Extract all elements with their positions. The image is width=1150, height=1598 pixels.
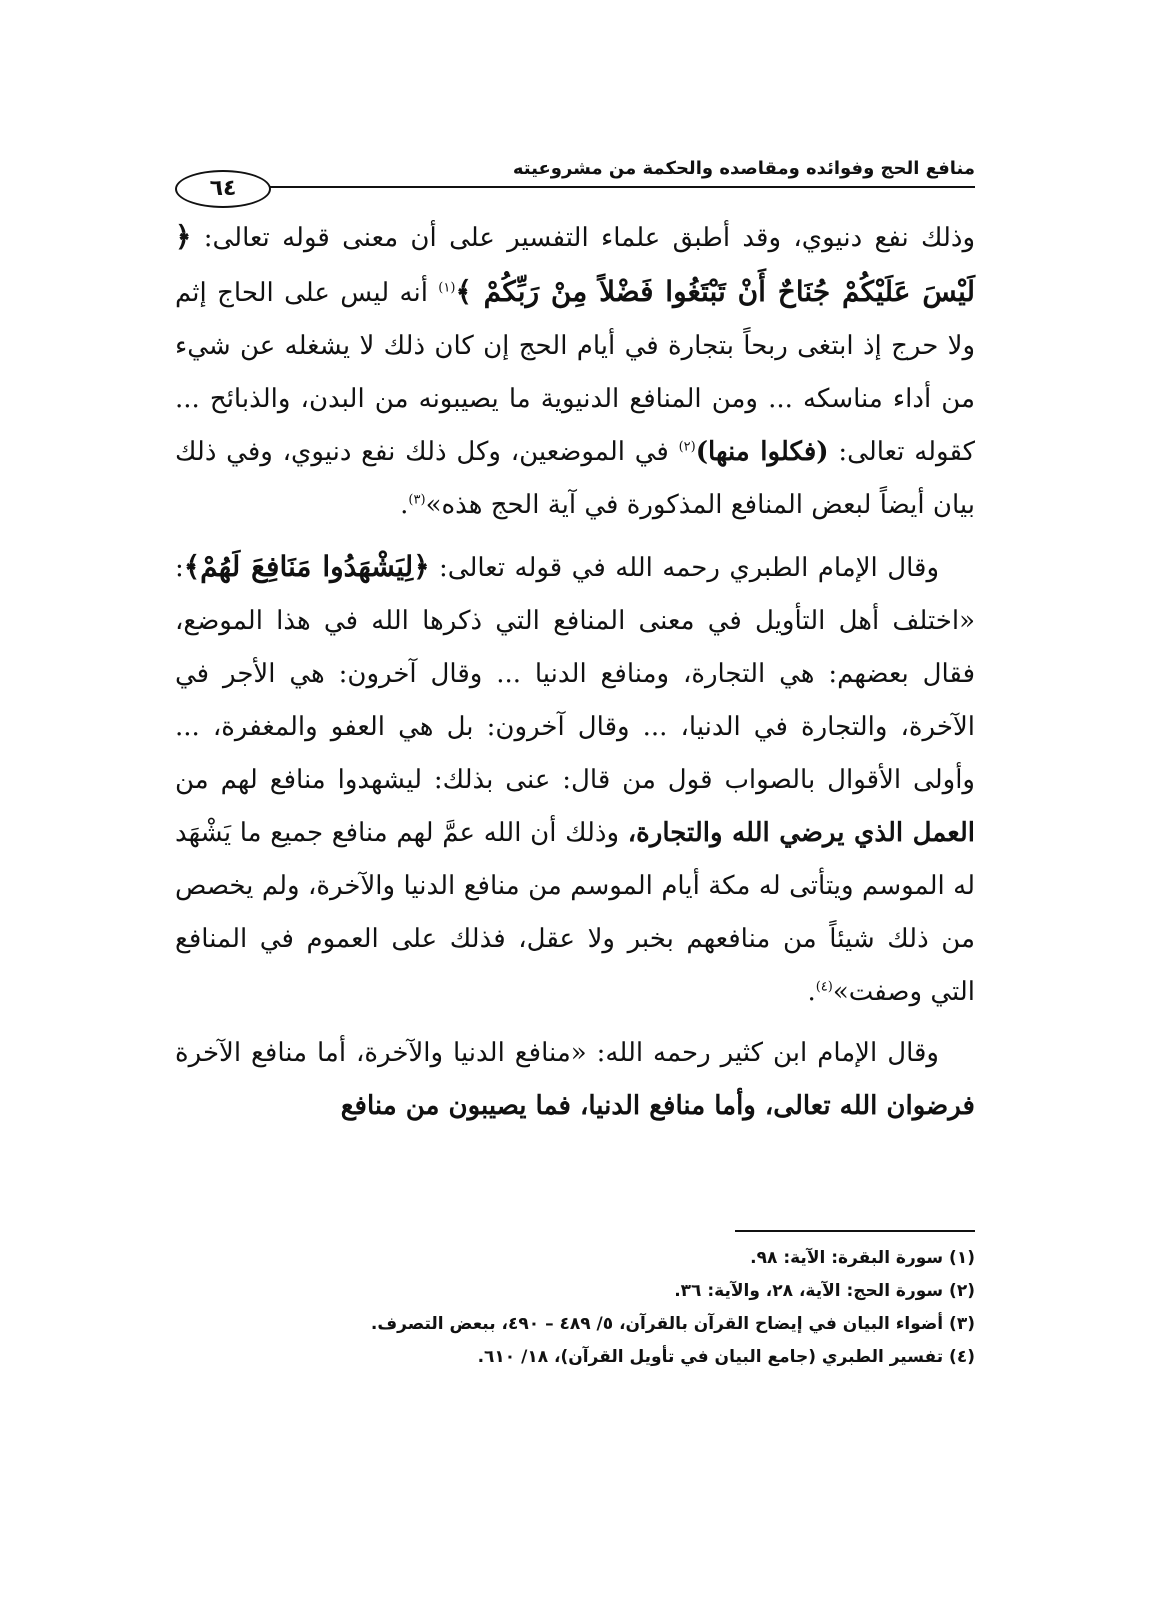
paragraph-3 [175, 1027, 975, 1133]
header-rule [215, 186, 975, 188]
header-title: منافع الحج وفوائده ومقاصده والحكمة من مشروعيته [512, 158, 975, 179]
footnote-2: (٢) سورة الحج: الآية، ٢٨، والآية: ٣٦. [674, 1281, 975, 1301]
p2-text-1: وقال الإمام الطبري رحمه الله في قوله تعالى: [429, 553, 940, 583]
p1-text-1: وذلك نفع دنيوي، وقد أطبق علماء التفسير على أن معنى قوله تعالى: [191, 223, 975, 253]
p1-bold-quote: (فكلوا منها) [695, 437, 829, 467]
footnote-ref-3[interactable]: (٣) [408, 492, 426, 508]
paragraph-1 [175, 210, 975, 532]
footnote-3: (٣) أضواء البيان في إيضاح القرآن بالقرآن، ٥/ ٤٨٩ – ٤٩٠، ببعض التصرف. [370, 1314, 975, 1334]
footnote-1: (١) سورة البقرة: الآية: ٩٨. [750, 1248, 975, 1268]
quran-verse-1: ﴿ لَيْسَ عَلَيْكُمْ جُنَاحٌ أَنْ تَبْتَغُوا فَضْلاً مِنْ رَبِّكُمْ ﴾ [175, 220, 976, 308]
p2-text-4: . [807, 977, 816, 1007]
p1-text-3: في الموضعين، وكل ذلك نفع دنيوي، وفي ذلك بيان أيضاً لبعض المنافع المذكورة في آية الحج هذه» [175, 437, 975, 520]
footnote-ref-1[interactable]: (١) [438, 280, 456, 296]
main-text [175, 210, 975, 1133]
paragraph-2 [175, 540, 975, 1019]
p3-bold-phrase: فرضوان الله تعالى، وأما منافع الدنيا، فما يصيبون من منافع [340, 1091, 975, 1121]
footnote-ref-2[interactable]: (٢) [678, 439, 696, 455]
p2-text-3: وذلك أن الله عمَّ لهم منافع جميع ما يَشْهَد له الموسم ويتأتى له مكة أيام الموسم من منافع الدنيا والآخرة، ولم يخصص من ذلك شيئاً من منافعهم بخبر ولا عقل، فذلك على العموم في المنافع التي وصفت» [175, 818, 975, 1007]
running-header [175, 150, 975, 210]
footnote-4: (٤) تفسير الطبري (جامع البيان في تأويل القرآن)، ١٨/ ٦١٠. [477, 1347, 975, 1367]
p2-bold-phrase: العمل الذي يرضي الله والتجارة، [627, 818, 975, 848]
p3-text-1: وقال الإمام ابن كثير رحمه الله: «منافع الدنيا والآخرة، أما منافع الآخرة [175, 1038, 939, 1068]
page-number: ٦٤ [175, 170, 271, 208]
p1-text-2: أنه ليس على الحاج إثم ولا حرج إذ ابتغى ربحاً بتجارة في أيام الحج إن كان ذلك لا يشغله عن شيء من أداء مناسكه ... ومن المنافع الدنيوية ما يصيبونه من البدن، والذبائح ... كقوله تعالى: [175, 278, 976, 467]
p1-text-4: . [400, 490, 409, 520]
quran-verse-2: ﴿لِيَشْهَدُوا مَنَافِعَ لَهُمْ﴾ [183, 550, 430, 583]
p2-text-2: : «اختلف أهل التأويل في معنى المنافع التي ذكرها الله في هذا الموضع، فقال بعضهم: هي التجارة، ومنافع الدنيا ... وقال آخرون: هي الأجر في الآخرة، والتجارة في الدنيا، ... وقال آخرون: بل هي العفو والمغفرة، ... وأولى الأقوال بالصواب قول من قال: عنى بذلك: ليشهدوا منافع لهم من [175, 553, 975, 795]
footnotes [175, 1230, 975, 1374]
footnote-rule [735, 1230, 975, 1232]
footnote-ref-4[interactable]: (٤) [815, 979, 833, 995]
